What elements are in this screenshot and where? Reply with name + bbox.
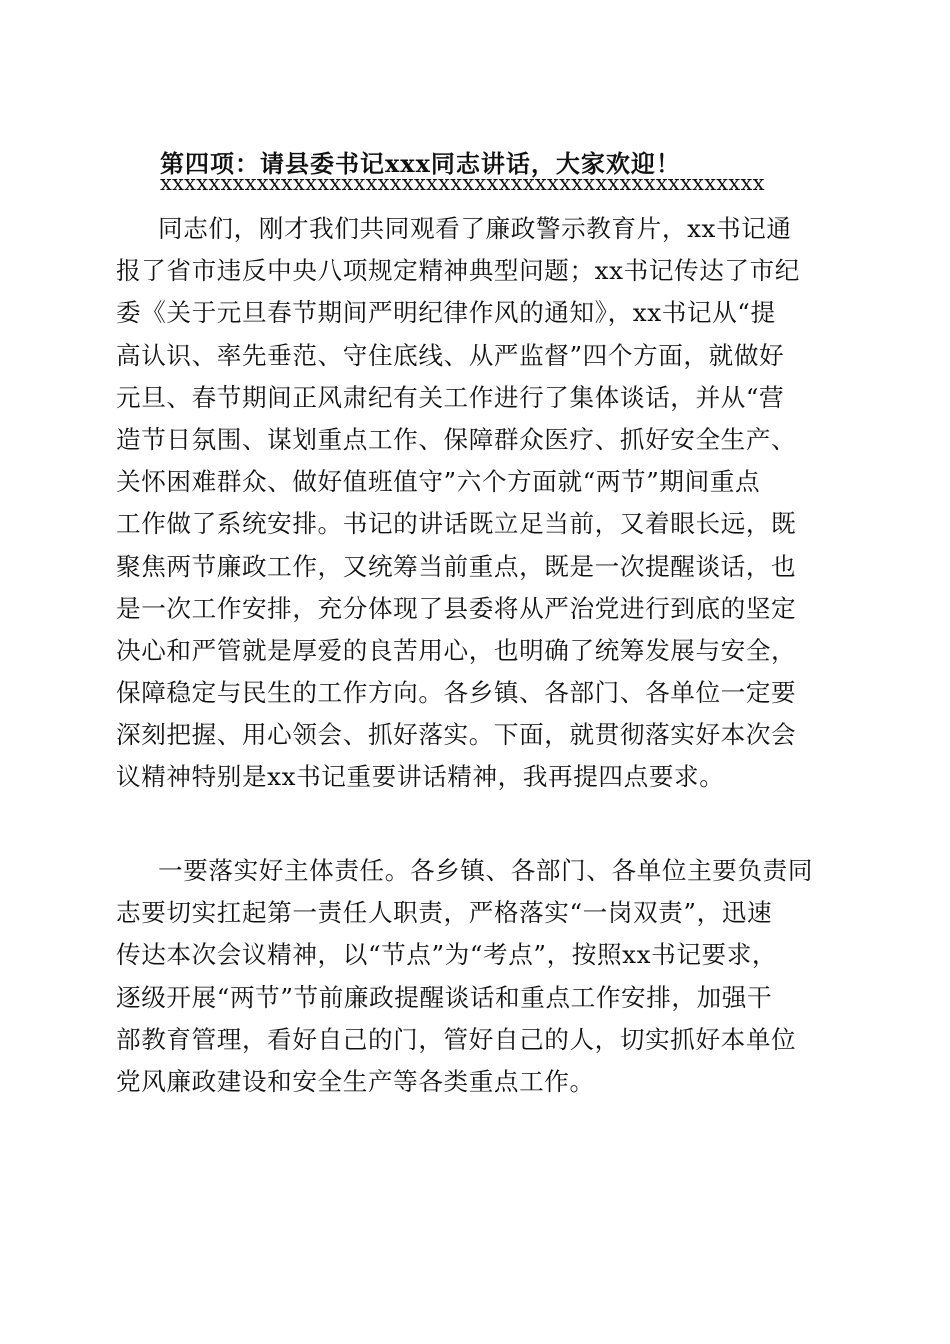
paragraph-line: 党风廉政建设和安全生产等各类重点工作。 [116,1066,595,1096]
agenda-heading: 第四项：请县委书记xxx同志讲话，大家欢迎！ [160,149,681,178]
paragraph-line: 一要落实好主体责任。各乡镇、各部门、各单位主要负责同 [158,856,814,885]
paragraph-line: 工作做了系统安排。书记的讲话既立足当前，又着眼长远，既 [116,509,797,539]
paragraph-line: 高认识、率先垂范、守住底线、从严监督”四个方面，就做好 [116,340,785,370]
paragraph-line: 委《关于元旦春节期间严明纪律作风的通知》，xx书记从“提 [116,298,776,328]
paragraph-line: 部教育管理，看好自己的门，管好自己的人，切实抓好本单位 [116,1024,797,1054]
speech-paragraph-2 [116,850,828,1103]
speech-paragraph-1 [116,208,828,799]
paragraph-line: 聚焦两节廉政工作，又统筹当前重点，既是一次提醒谈话，也 [116,551,797,581]
paragraph-line: 议精神特别是xx书记重要讲话精神，我再提四点要求。 [116,762,725,792]
paragraph-line: 元旦、春节期间正风肃纪有关工作进行了集体谈话，并从“营 [116,382,785,412]
placeholder-separator-line: xxxxxxxxxxxxxxxxxxxxxxxxxxxxxxxxxxxxxxxxxxxxxxxxxx [160,171,765,195]
paragraph-line: 传达本次会议精神，以“节点”为“考点”，按照xx书记要求， [116,940,778,970]
paragraph-line: 深刻把握、用心领会、抓好落实。下面，就贯彻落实好本次会 [116,720,797,750]
paragraph-line: 同志们，刚才我们共同观看了廉政警示教育片，xx书记通 [158,214,792,243]
paragraph-line: 决心和严管就是厚爱的良苦用心，也明确了统筹发展与安全， [116,635,797,665]
paragraph-line: 造节日氛围、谋划重点工作、保障群众医疗、抓好安全生产、 [116,424,797,454]
paragraph-line: 志要切实扛起第一责任人职责，严格落实“一岗双责”，迅速 [116,898,773,928]
paragraph-line: 报了省市违反中央八项规定精神典型问题；xx书记传达了市纪 [116,256,800,286]
paragraph-line: 关怀困难群众、做好值班值守”六个方面就“两节”期间重点 [116,467,761,497]
paragraph-line: 逐级开展“两节”节前廉政提醒谈话和重点工作安排，加强干 [116,982,773,1012]
paragraph-line: 是一次工作安排，充分体现了县委将从严治党进行到底的坚定 [116,593,797,623]
paragraph-line: 保障稳定与民生的工作方向。各乡镇、各部门、各单位一定要 [116,678,797,708]
